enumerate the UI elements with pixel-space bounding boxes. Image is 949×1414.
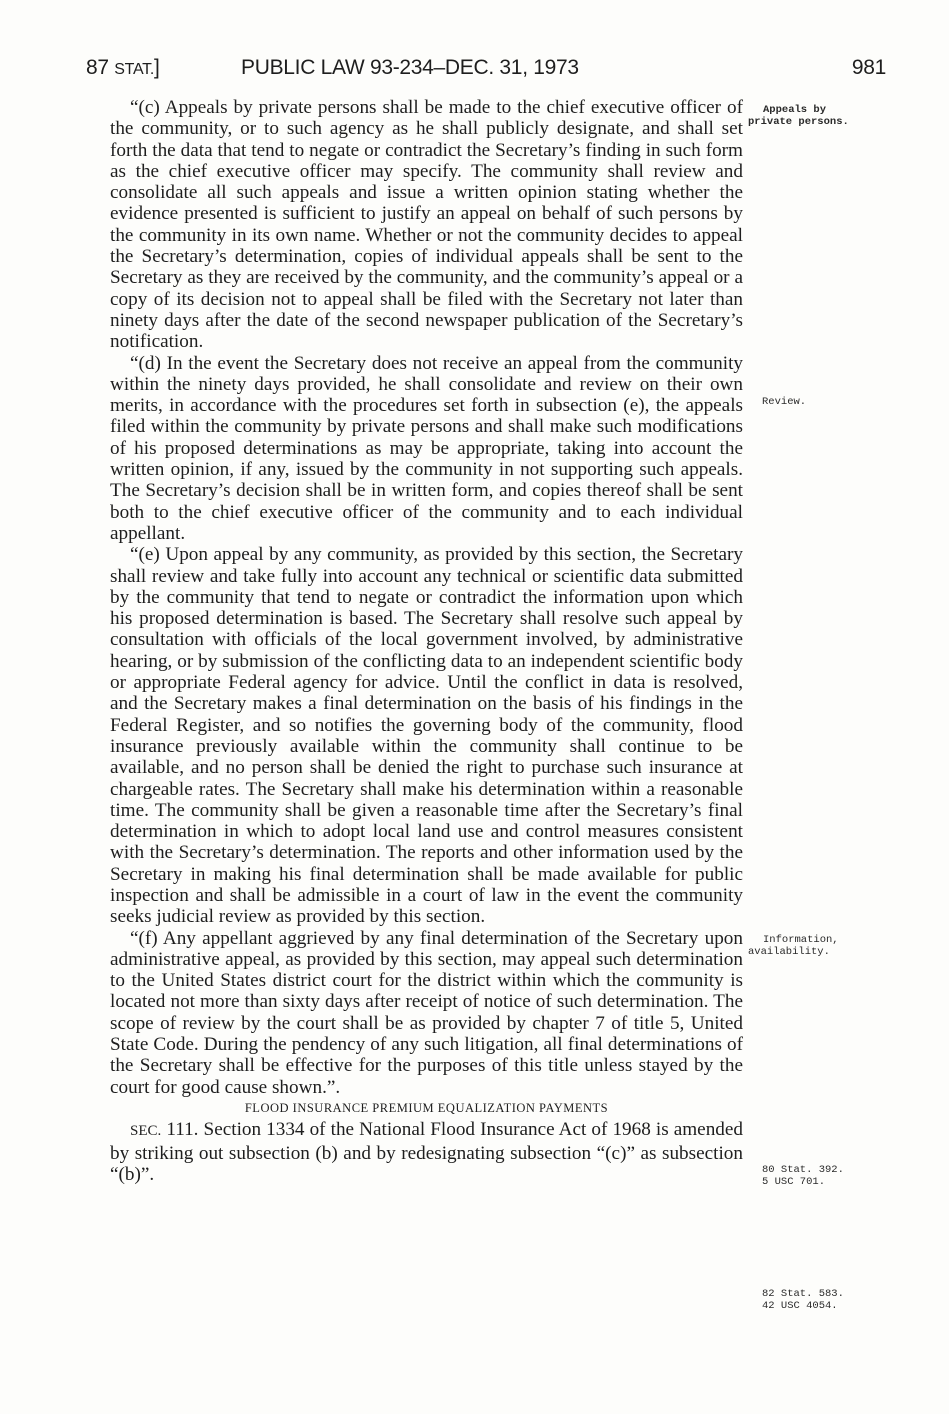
paragraph-e: “(e) Upon appeal by any community, as provided by this section, the Secretary shall review and take fully into account any technical or scientific data submitted by the community that tend to negate or contradict the information upon which his proposed determination is based. The Secretary shall resolve such appeal by consultation with officials of the local government involved, by administrative hearing, or by submission of the conflicting data to an independent scientific body or appropriate Federal agency for advice. Until the conflict in data is resolved, and the Secretary makes a final determination on the basis of his findings in the Federal Register, and so notifies the governing body of the community, flood insurance previously available within the community shall continue to be available, and no person shall be denied the right to purchase such insurance at chargeable rates. The Secretary shall make his determination within a reasonable time. The community shall be given a reasonable time after the Secretary’s final determination in which to adopt local land use and control measures consistent with the Secretary’s determination. The reports and other information used by the Secretary in making his final determination shall be made available for public inspection and shall be admissible in a court of law in the event the community seeks judicial review as provided by this section. (110, 544, 743, 928)
statute-volume (86, 56, 160, 80)
paragraph-f: “(f) Any appellant aggrieved by any final determination of the Secretary upon administrative appeal, as provided by this section, may appeal such determination to the United States district court for the district within which the community is located not more than sixty days after receipt of notice of such determination. The scope of review by the court shall be as provided by chapter 7 of title 5, United State Code. During the pendency of any such litigation, all final determinations of the Secretary shall be effective for the purposes of this title unless stayed by the court for good cause shown.”. (110, 927, 743, 1098)
margin-note-line: Appeals by (763, 104, 827, 116)
section-label: SEC. (130, 1123, 162, 1140)
paragraph-c: “(c) Appeals by private persons shall be made to the chief executive officer of the community, or to such agency as he shall publicly designate, and shall set forth the data that tend to negate or contradict the Secretary’s finding in such form as the chief executive officer may specify. The community shall review and consolidate all such appeals and issue a written opinion stating whether the evidence presented is sufficient to justify an appeal on behalf of such persons by the community in its own name. Whether or not the community decides to appeal the Secretary’s determination, copies of individual appeals shall be sent to the Secretary as they are received by the community, and the community’s appeal or a copy of its decision not to appeal shall be filed with the Secretary not later than ninety days after the date of the second newspaper publication of the Secretary’s notification. (110, 97, 743, 353)
volume-number: 87 (86, 56, 115, 79)
bracket: ] (154, 56, 160, 79)
margin-note-line: 80 Stat. 392. (762, 1164, 844, 1176)
margin-note-review (762, 396, 882, 408)
margin-note-line: availability. (748, 946, 830, 958)
margin-note-line: Review. (762, 396, 807, 408)
page-number: 981 (851, 56, 886, 79)
running-header (86, 48, 886, 88)
margin-note-82-stat (762, 1288, 882, 1312)
stat-label: STAT. (114, 61, 154, 78)
section-text: 111. Section 1334 of the National Flood Insurance Act of 1968 is amended by striking out subsection (b) and by redesignating subsection “(c)” as subsection “(b)”. (110, 1119, 743, 1185)
margin-note-line: Information, (763, 934, 839, 946)
section-heading: FLOOD INSURANCE PREMIUM EQUALIZATION PAYMENTS (244, 1100, 609, 1115)
paragraph-d: “(d) In the event the Secretary does not receive an appeal from the community within the ninety days provided, he shall consolidate and review on their own merits, in accordance with the procedures set forth in subsection (e), the appeals filed within the community by private persons and shall make such modifications of his proposed determinations as may be appropriate, taking into account the written opinion, if any, issued by the community in not supporting such appeals. The Secretary’s decision shall be in written form, and copies thereof shall be sent both to the chief executive officer of the community and to each individual appellant. (110, 352, 743, 544)
margin-note-line: 82 Stat. 583. (762, 1288, 844, 1300)
main-text (110, 97, 743, 1185)
margin-note-line: 42 USC 4054. (762, 1300, 838, 1312)
section-111 (110, 1119, 743, 1185)
margin-note-line: 5 USC 701. (762, 1176, 826, 1188)
margin-note-appeals (748, 104, 868, 128)
margin-note-80-stat (762, 1164, 882, 1188)
margin-note-information (748, 934, 868, 958)
margin-note-line: private persons. (748, 116, 849, 128)
page-title: PUBLIC LAW 93-234–DEC. 31, 1973 (241, 56, 579, 79)
